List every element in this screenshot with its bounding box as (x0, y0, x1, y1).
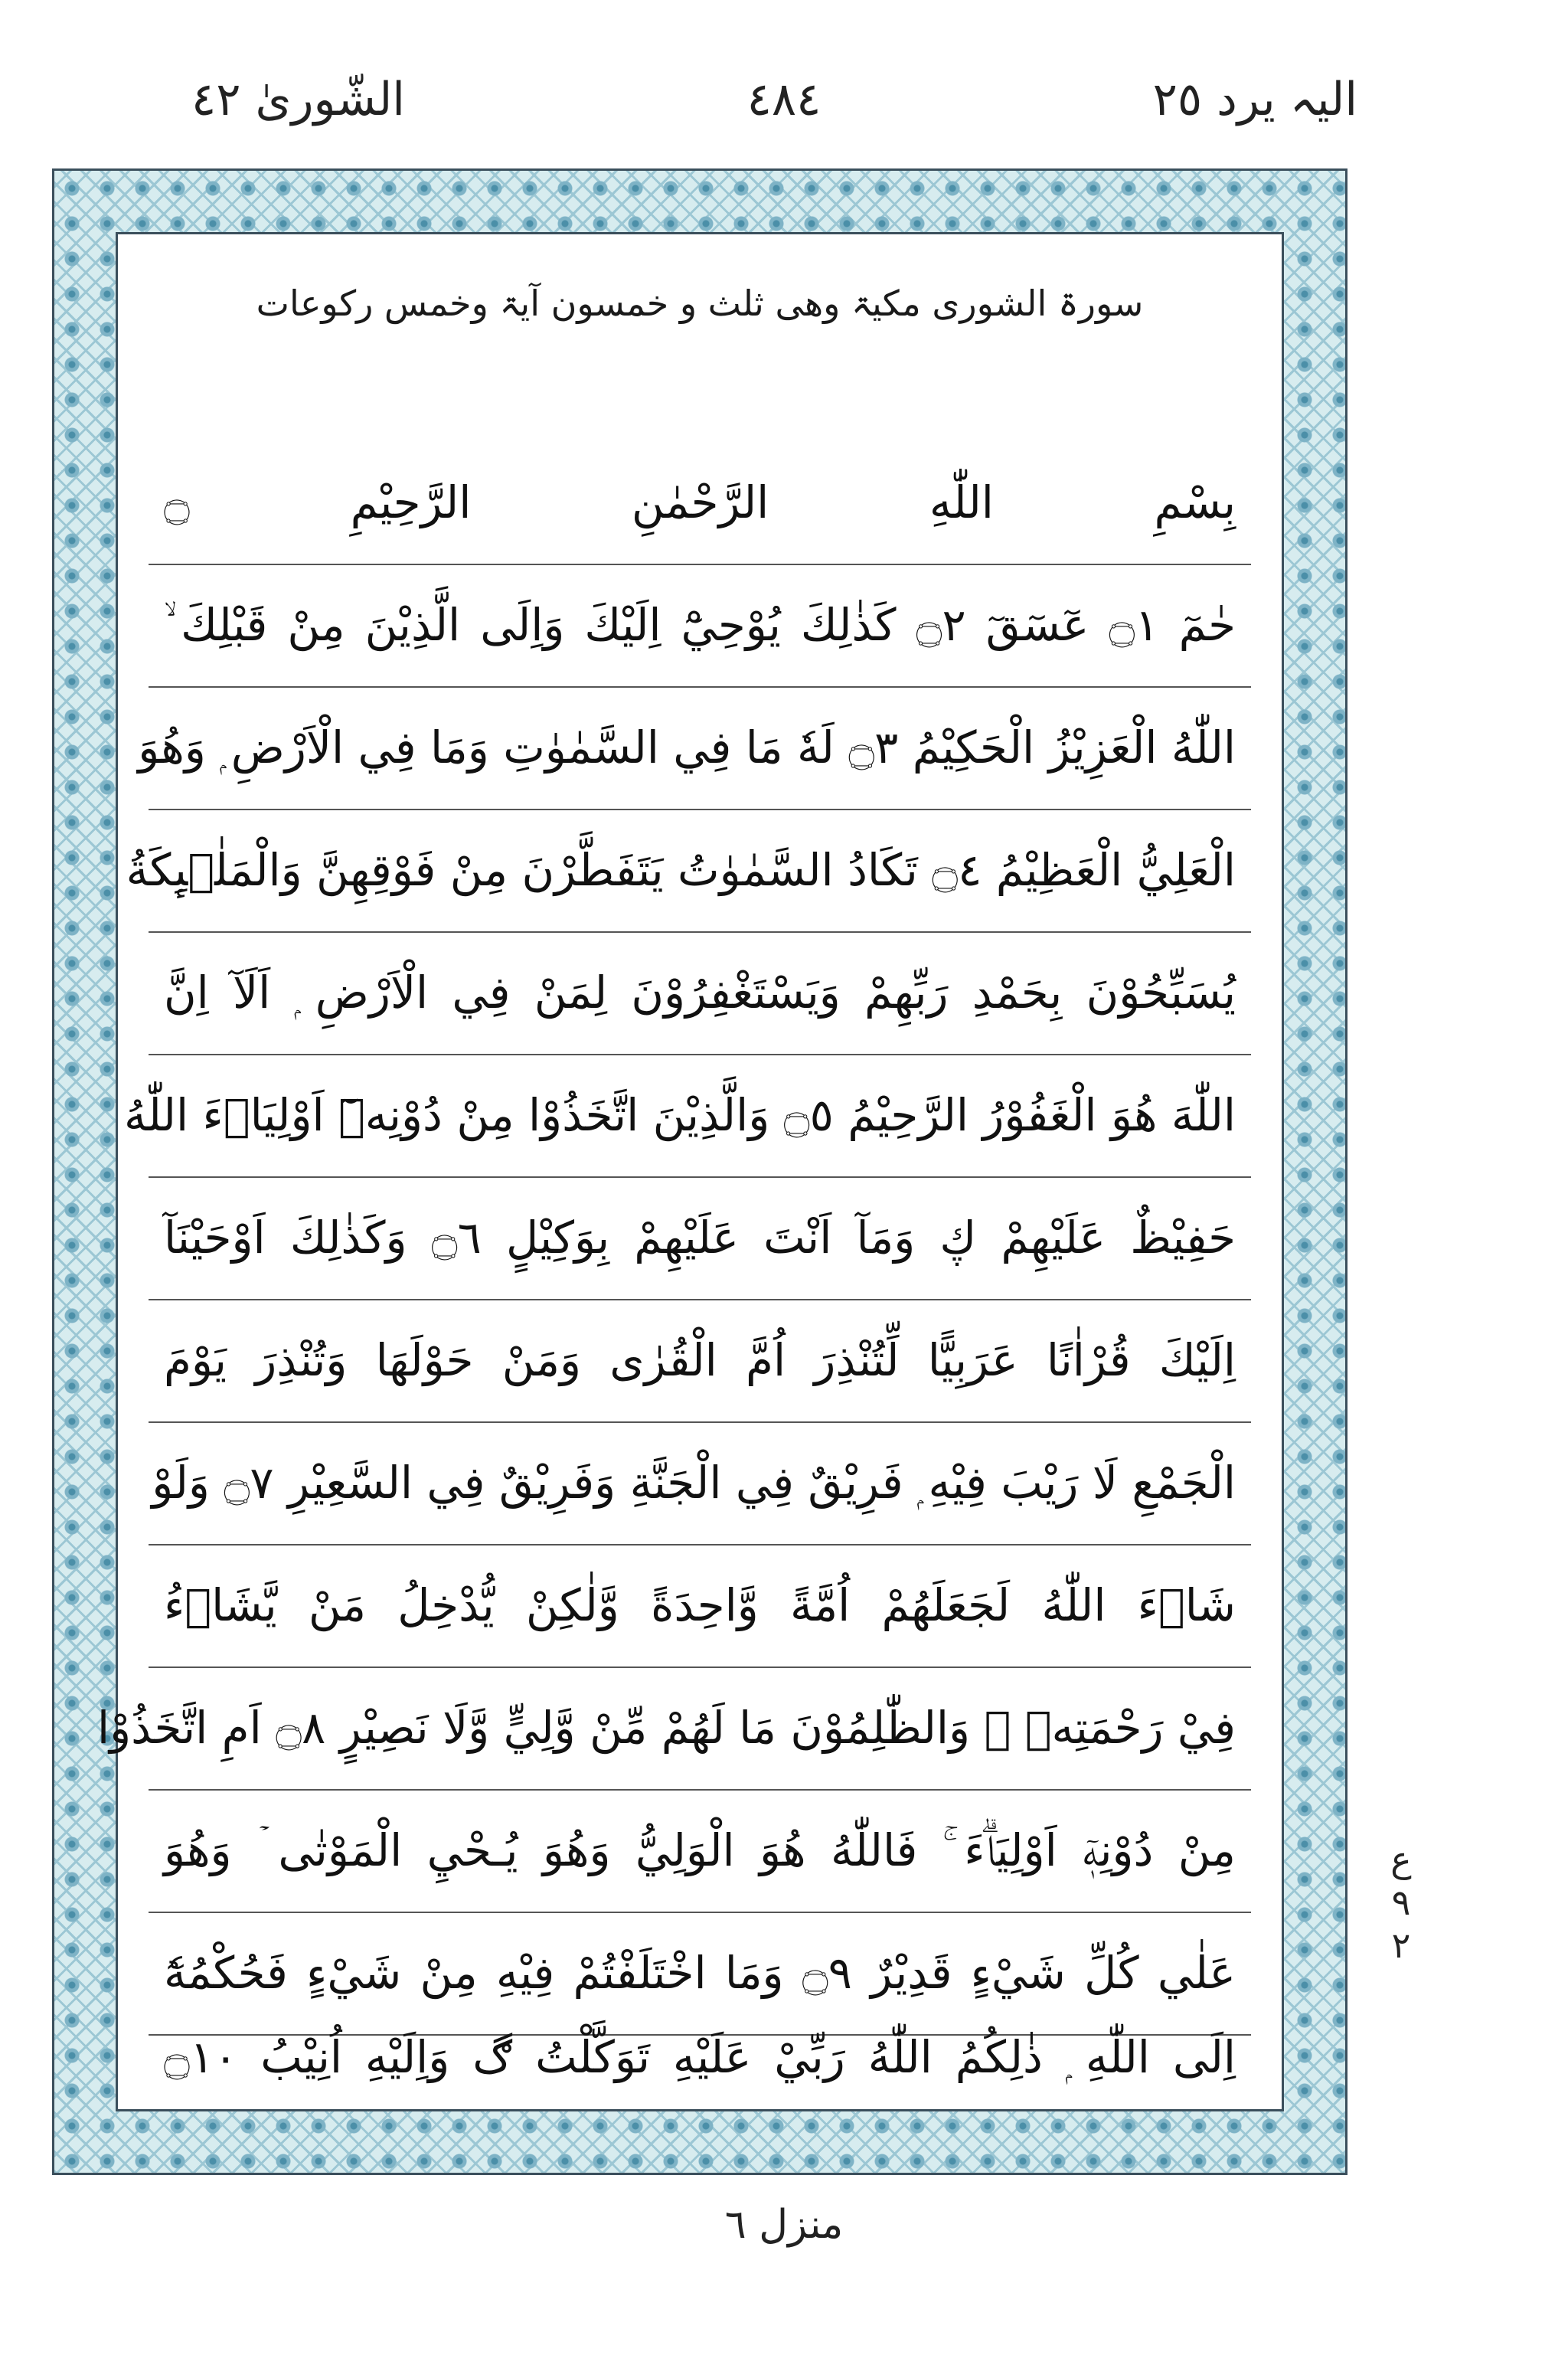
verse-line: حٰمٓ ۝١ عٓسٓقٓ ۝٢ كَذٰلِكَ يُوْحِيْٓ اِلَيْكَ وَاِلَى الَّذِيْنَ مِنْ قَبْلِكَ ۙ (164, 599, 1236, 651)
verse-line: اللّٰهَ هُوَ الْغَفُوْرُ الرَّحِيْمُ ۝٥ وَالَّذِيْنَ اتَّخَذُوْا مِنْ دُوْنِهٖٓ اَوْلِيَاۗءَ اللّٰهُ (124, 1089, 1236, 1141)
surah-title: سورۃ الشوری مکیۃ وھی ثلث و خمسون آیۃ وخمس رکوعات (256, 283, 1144, 324)
header-surah-label: الشّوریٰ ٤٢ (191, 73, 405, 126)
verse-line: شَاۗءَ اللّٰهُ لَجَعَلَهُمْ اُمَّةً وَّاحِدَةً وَّلٰكِنْ يُّدْخِلُ مَنْ يَّشَاۗءُ (164, 1579, 1236, 1631)
text-panel (96, 232, 1284, 2111)
verse-line: اِلَيْكَ قُرْاٰنًا عَرَبِيًّا لِّتُنْذِرَ اُمَّ الْقُرٰى وَمَنْ حَوْلَهَا وَتُنْذِرَ يَوْمَ (164, 1334, 1236, 1386)
bismillah-line: بِسْمِ اللّٰهِ الرَّحْمٰنِ الرَّحِيْمِ ۝ (164, 476, 1236, 528)
manzil-label: منزل ٦ (724, 2202, 844, 2248)
verse-line: الْجَمْعِ لَا رَيْبَ فِيْهِ ۭ فَرِيْقٌ فِي الْجَنَّةِ وَفَرِيْقٌ فِي السَّعِيْرِ ۝٧ وَلَوْ (152, 1457, 1236, 1509)
ruku-marker: ع ٩ ٢ (1390, 1839, 1412, 1966)
verse-line: فِيْ رَحْمَتِهٖ ۭ وَالظّٰلِمُوْنَ مَا لَهُمْ مِّنْ وَّلِيٍّ وَّلَا نَصِيْرٍ ۝٨ اَمِ اتَّخَذُوْا (96, 1702, 1236, 1754)
page-number: ٤٨٤ (746, 73, 822, 126)
ornamental-border (52, 168, 1348, 2175)
verse-line: يُسَبِّحُوْنَ بِحَمْدِ رَبِّهِمْ وَيَسْتَغْفِرُوْنَ لِمَنْ فِي الْاَرْضِ ۭ اَلَآ اِنَّ (164, 967, 1236, 1019)
verse-line: عَلٰي كُلِّ شَيْءٍ قَدِيْرٌ ۝٩ وَمَا اخْتَلَفْتُمْ فِيْهِ مِنْ شَيْءٍ فَحُكْمُهٗٓ (164, 1947, 1236, 1999)
verse-line: حَفِيْظٌ عَلَيْهِمْ ڮ وَمَآ اَنْتَ عَلَيْهِمْ بِوَكِيْلٍ ۝٦ وَكَذٰلِكَ اَوْحَيْنَآ (164, 1212, 1236, 1264)
verse-line: مِنْ دُوْنِهٖٓ اَوْلِيَاۗءَ ۚ فَاللّٰهُ هُوَ الْوَلِيُّ وَهُوَ يُـحْيِ الْمَوْتٰى ۡ وَهُوَ (164, 1824, 1236, 1876)
verse-line: الْعَلِيُّ الْعَظِيْمُ ۝٤ تَكَادُ السَّمٰوٰتُ يَتَفَطَّرْنَ مِنْ فَوْقِهِنَّ وَالْمَلٰۗىِٕكَةُ (126, 844, 1236, 896)
verse-line: اِلَى اللّٰهِ ۭ ذٰلِكُمُ اللّٰهُ رَبِّيْ عَلَيْهِ تَوَكَّلْتُ ڰ وَاِلَيْهِ اُنِيْبُ ۝١٠ (164, 2031, 1236, 2083)
verse-line: اللّٰهُ الْعَزِيْزُ الْحَكِيْمُ ۝٣ لَهٗ مَا فِي السَّمٰوٰتِ وَمَا فِي الْاَرْضِ ۭ وَهُوَ (138, 721, 1236, 774)
header-juz-label: الیہ یرد ٢٥ (1152, 73, 1357, 126)
